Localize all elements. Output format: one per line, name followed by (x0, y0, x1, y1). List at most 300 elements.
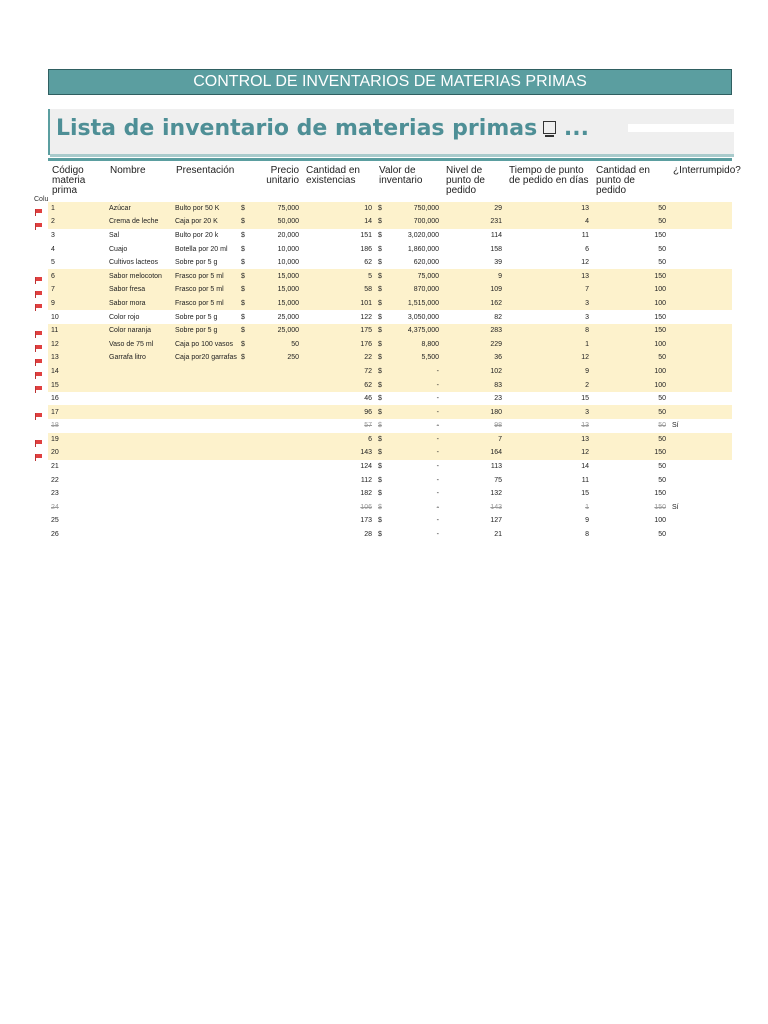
cell-unit-price[interactable] (252, 473, 302, 487)
header-presentation[interactable]: Presentación (172, 160, 238, 202)
cell-name[interactable]: Color rojo (109, 313, 140, 321)
cell-reorder-qty[interactable]: 100 (592, 283, 669, 297)
cell-reorder-days[interactable]: 9 (505, 365, 592, 379)
cell-unit-price[interactable] (252, 446, 302, 460)
cell-reorder-days[interactable]: 3 (505, 297, 592, 311)
cell-code[interactable]: 20 (48, 446, 106, 460)
cell-value-currency[interactable]: $ (375, 378, 389, 392)
header-reorder-level[interactable]: Nivel de punto de pedido (442, 160, 505, 202)
cell-stock-qty[interactable]: 122 (360, 313, 373, 321)
cell-value-currency[interactable]: $ (375, 405, 389, 419)
cell-value-currency[interactable]: $ (375, 351, 389, 365)
cell-reorder-days[interactable]: 11 (581, 476, 590, 484)
cell-price-currency[interactable] (238, 365, 252, 379)
header-inventory-value[interactable]: Valor de inventario (375, 160, 442, 202)
cell-reorder-days[interactable]: 3 (505, 405, 592, 419)
cell-presentation[interactable]: Bulto por 20 k (175, 231, 219, 239)
cell-discontinued[interactable] (669, 392, 732, 406)
header-stock-qty[interactable]: Cantidad en existencias (302, 160, 375, 202)
cell-price-currency[interactable]: $ (238, 351, 252, 365)
cell-code[interactable]: 24 (51, 503, 59, 511)
table-row[interactable] (48, 215, 732, 229)
cell-code[interactable]: 17 (48, 405, 106, 419)
cell-stock-qty[interactable]: 5 (302, 269, 375, 283)
cell-code[interactable]: 22 (51, 476, 59, 484)
cell-price-currency[interactable]: $ (238, 269, 252, 283)
cell-stock-qty[interactable]: 143 (302, 446, 375, 460)
table-row[interactable] (48, 419, 732, 433)
cell-unit-price[interactable] (252, 433, 302, 447)
cell-stock-qty[interactable]: 106 (360, 503, 373, 511)
cell-name[interactable]: Sabor fresa (106, 283, 172, 297)
cell-inventory-value[interactable]: - (389, 446, 442, 460)
cell-discontinued[interactable] (669, 528, 732, 542)
cell-stock-qty[interactable]: 6 (302, 433, 375, 447)
table-row[interactable] (48, 378, 732, 392)
cell-inventory-value[interactable]: - (436, 422, 440, 430)
cell-inventory-value[interactable]: - (389, 433, 442, 447)
cell-name[interactable]: Sabor mora (106, 297, 172, 311)
table-row[interactable] (48, 229, 732, 243)
cell-name[interactable] (106, 501, 172, 515)
cell-name[interactable] (106, 473, 172, 487)
cell-reorder-level[interactable]: 39 (494, 259, 503, 267)
cell-value-currency[interactable]: $ (375, 324, 389, 338)
cell-stock-qty[interactable]: 151 (360, 231, 373, 239)
cell-unit-price[interactable] (252, 487, 302, 501)
table-row[interactable] (48, 446, 732, 460)
cell-reorder-level[interactable]: 102 (442, 365, 505, 379)
cell-discontinued[interactable] (669, 256, 732, 270)
header-discontinued[interactable]: ¿Interrumpido? (669, 160, 732, 202)
cell-reorder-level[interactable]: 143 (490, 503, 503, 511)
cell-name[interactable]: Azúcar (106, 202, 172, 216)
cell-inventory-value[interactable]: - (436, 476, 440, 484)
cell-value-currency[interactable]: $ (375, 433, 389, 447)
cell-reorder-level[interactable]: 83 (442, 378, 505, 392)
cell-price-currency[interactable]: $ (241, 231, 245, 239)
cell-reorder-qty[interactable]: 150 (592, 269, 669, 283)
cell-code[interactable]: 26 (51, 531, 59, 539)
cell-name[interactable] (106, 460, 172, 474)
cell-value-currency[interactable]: $ (378, 313, 382, 321)
header-unit-price[interactable]: Precio unitario (238, 160, 302, 202)
cell-inventory-value[interactable]: - (436, 490, 440, 498)
cell-code[interactable]: 18 (51, 422, 59, 430)
cell-code[interactable]: 15 (48, 378, 106, 392)
cell-stock-qty[interactable]: 173 (360, 517, 373, 525)
cell-inventory-value[interactable]: - (436, 503, 440, 511)
cell-value-currency[interactable]: $ (378, 503, 382, 511)
cell-reorder-qty[interactable]: 50 (658, 395, 667, 403)
cell-reorder-level[interactable]: 164 (442, 446, 505, 460)
cell-reorder-level[interactable]: 36 (442, 351, 505, 365)
table-row[interactable] (48, 202, 732, 216)
cell-inventory-value[interactable]: - (389, 378, 442, 392)
cell-code[interactable]: 7 (48, 283, 106, 297)
cell-price-currency[interactable] (238, 528, 252, 542)
cell-presentation[interactable]: Caja por 20 K (172, 215, 238, 229)
cell-price-currency[interactable]: $ (238, 215, 252, 229)
cell-stock-qty[interactable]: 22 (302, 351, 375, 365)
table-row[interactable] (48, 433, 732, 447)
cell-stock-qty[interactable]: 112 (360, 476, 373, 484)
cell-name[interactable]: Crema de leche (106, 215, 172, 229)
cell-discontinued[interactable] (669, 433, 732, 447)
cell-code[interactable]: 13 (48, 351, 106, 365)
cell-unit-price[interactable]: 50,000 (252, 215, 302, 229)
table-row[interactable] (48, 460, 732, 474)
cell-inventory-value[interactable]: 750,000 (389, 202, 442, 216)
table-row[interactable] (48, 514, 732, 528)
cell-discontinued[interactable] (669, 365, 732, 379)
cell-value-currency[interactable]: $ (378, 476, 382, 484)
cell-value-currency[interactable]: $ (378, 231, 382, 239)
table-row[interactable] (48, 487, 732, 501)
cell-stock-qty[interactable]: 57 (364, 422, 373, 430)
cell-reorder-qty[interactable]: 100 (592, 378, 669, 392)
cell-code[interactable]: 25 (51, 517, 59, 525)
cell-price-currency[interactable]: $ (238, 324, 252, 338)
cell-price-currency[interactable]: $ (241, 259, 245, 267)
cell-unit-price[interactable] (252, 365, 302, 379)
cell-reorder-qty[interactable]: 100 (654, 517, 667, 525)
cell-presentation[interactable]: Botella por 20 ml (175, 245, 228, 253)
cell-code[interactable]: 12 (48, 337, 106, 351)
cell-presentation[interactable] (172, 446, 238, 460)
cell-reorder-days[interactable]: 4 (505, 215, 592, 229)
cell-value-currency[interactable]: $ (378, 490, 382, 498)
cell-unit-price[interactable]: 15,000 (252, 297, 302, 311)
cell-reorder-days[interactable]: 6 (585, 245, 590, 253)
cell-presentation[interactable] (172, 392, 238, 406)
cell-reorder-level[interactable]: 75 (494, 476, 503, 484)
cell-value-currency[interactable]: $ (375, 297, 389, 311)
cell-unit-price[interactable] (252, 419, 302, 433)
cell-value-currency[interactable]: $ (375, 215, 389, 229)
cell-discontinued[interactable] (669, 378, 732, 392)
cell-discontinued[interactable] (669, 351, 732, 365)
cell-discontinued[interactable] (669, 405, 732, 419)
cell-stock-qty[interactable]: 101 (302, 297, 375, 311)
cell-stock-qty[interactable]: 124 (360, 463, 373, 471)
cell-discontinued[interactable] (669, 229, 732, 243)
cell-stock-qty[interactable]: 96 (302, 405, 375, 419)
cell-unit-price[interactable]: 250 (252, 351, 302, 365)
cell-presentation[interactable] (172, 487, 238, 501)
cell-code[interactable]: 2 (48, 215, 106, 229)
cell-reorder-qty[interactable]: 50 (592, 433, 669, 447)
cell-code[interactable]: 21 (51, 463, 59, 471)
cell-price-currency[interactable] (238, 487, 252, 501)
cell-discontinued[interactable] (669, 215, 732, 229)
cell-presentation[interactable] (172, 514, 238, 528)
cell-inventory-value[interactable]: - (389, 405, 442, 419)
cell-reorder-qty[interactable]: 100 (592, 337, 669, 351)
cell-reorder-qty[interactable]: 50 (592, 202, 669, 216)
cell-reorder-days[interactable]: 15 (581, 490, 590, 498)
table-row[interactable] (48, 365, 732, 379)
cell-presentation[interactable] (172, 501, 238, 515)
cell-reorder-days[interactable]: 12 (505, 351, 592, 365)
cell-price-currency[interactable]: $ (238, 202, 252, 216)
cell-unit-price[interactable]: 20,000 (277, 231, 300, 239)
cell-discontinued[interactable] (669, 446, 732, 460)
cell-unit-price[interactable] (252, 528, 302, 542)
cell-price-currency[interactable] (238, 405, 252, 419)
cell-price-currency[interactable] (238, 419, 252, 433)
cell-stock-qty[interactable]: 182 (360, 490, 373, 498)
cell-inventory-value[interactable]: 3,050,000 (407, 313, 440, 321)
cell-reorder-level[interactable]: 283 (442, 324, 505, 338)
cell-name[interactable] (106, 405, 172, 419)
cell-reorder-qty[interactable]: 150 (592, 446, 669, 460)
cell-reorder-level[interactable]: 132 (490, 490, 503, 498)
cell-value-currency[interactable]: $ (378, 395, 382, 403)
cell-name[interactable] (106, 433, 172, 447)
cell-presentation[interactable] (172, 528, 238, 542)
cell-reorder-qty[interactable]: 50 (658, 422, 667, 430)
cell-reorder-qty[interactable]: 50 (592, 405, 669, 419)
cell-stock-qty[interactable]: 28 (364, 531, 373, 539)
cell-reorder-days[interactable]: 7 (505, 283, 592, 297)
cell-unit-price[interactable]: 25,000 (252, 324, 302, 338)
cell-reorder-days[interactable]: 2 (505, 378, 592, 392)
cell-price-currency[interactable] (238, 473, 252, 487)
cell-stock-qty[interactable]: 72 (302, 365, 375, 379)
cell-reorder-days[interactable]: 13 (581, 422, 590, 430)
cell-presentation[interactable]: Frasco por 5 ml (172, 297, 238, 311)
cell-name[interactable]: Sabor melocoton (106, 269, 172, 283)
cell-reorder-level[interactable]: 82 (494, 313, 503, 321)
cell-discontinued[interactable]: Sí (672, 422, 679, 430)
cell-value-currency[interactable]: $ (375, 283, 389, 297)
cell-value-currency[interactable]: $ (375, 269, 389, 283)
cell-code[interactable]: 14 (48, 365, 106, 379)
table-row[interactable] (48, 283, 732, 297)
cell-value-currency[interactable]: $ (378, 245, 382, 253)
cell-discontinued[interactable] (669, 269, 732, 283)
cell-name[interactable]: Sal (109, 231, 120, 239)
table-row[interactable] (48, 392, 732, 406)
cell-reorder-level[interactable]: 7 (442, 433, 505, 447)
cell-reorder-days[interactable]: 3 (585, 313, 590, 321)
cell-presentation[interactable] (172, 419, 238, 433)
cell-reorder-days[interactable]: 13 (505, 269, 592, 283)
cell-reorder-days[interactable]: 1 (585, 503, 590, 511)
cell-reorder-days[interactable]: 8 (505, 324, 592, 338)
cell-name[interactable] (106, 528, 172, 542)
cell-value-currency[interactable]: $ (378, 517, 382, 525)
cell-unit-price[interactable]: 75,000 (252, 202, 302, 216)
cell-price-currency[interactable]: $ (241, 245, 245, 253)
cell-inventory-value[interactable]: - (389, 365, 442, 379)
cell-reorder-days[interactable]: 8 (585, 531, 590, 539)
cell-presentation[interactable] (172, 460, 238, 474)
cell-reorder-level[interactable]: 113 (490, 463, 503, 471)
cell-presentation[interactable]: Frasco por 5 ml (172, 269, 238, 283)
cell-reorder-level[interactable]: 9 (442, 269, 505, 283)
cell-value-currency[interactable]: $ (375, 365, 389, 379)
cell-unit-price[interactable]: 15,000 (252, 269, 302, 283)
cell-value-currency[interactable]: $ (378, 259, 382, 267)
cell-presentation[interactable] (172, 405, 238, 419)
table-row[interactable] (48, 528, 732, 542)
cell-reorder-level[interactable]: 29 (442, 202, 505, 216)
cell-discontinued[interactable] (669, 473, 732, 487)
cell-presentation[interactable]: Frasco por 5 ml (172, 283, 238, 297)
table-row[interactable] (48, 324, 732, 338)
cell-price-currency[interactable] (238, 392, 252, 406)
cell-presentation[interactable]: Bulto por 50 K (172, 202, 238, 216)
cell-name[interactable]: Vaso de 75 ml (106, 337, 172, 351)
cell-presentation[interactable]: Caja po 100 vasos (172, 337, 238, 351)
cell-price-currency[interactable]: $ (238, 297, 252, 311)
cell-name[interactable] (106, 419, 172, 433)
cell-value-currency[interactable]: $ (378, 531, 382, 539)
cell-reorder-qty[interactable]: 50 (658, 531, 667, 539)
cell-unit-price[interactable] (252, 501, 302, 515)
cell-reorder-level[interactable]: 109 (442, 283, 505, 297)
cell-discontinued[interactable] (669, 283, 732, 297)
cell-stock-qty[interactable]: 10 (302, 202, 375, 216)
cell-reorder-level[interactable]: 127 (490, 517, 503, 525)
table-row[interactable] (48, 337, 732, 351)
cell-reorder-qty[interactable]: 150 (592, 324, 669, 338)
cell-code[interactable]: 4 (51, 245, 55, 253)
cell-value-currency[interactable]: $ (378, 422, 382, 430)
cell-unit-price[interactable]: 10,000 (277, 245, 300, 253)
cell-discontinued[interactable] (669, 202, 732, 216)
cell-reorder-qty[interactable]: 50 (592, 351, 669, 365)
table-row[interactable] (48, 405, 732, 419)
cell-price-currency[interactable] (238, 514, 252, 528)
cell-reorder-qty[interactable]: 50 (592, 215, 669, 229)
cell-inventory-value[interactable]: - (436, 517, 440, 525)
cell-reorder-days[interactable]: 15 (581, 395, 590, 403)
cell-unit-price[interactable]: 15,000 (252, 283, 302, 297)
cell-name[interactable] (106, 392, 172, 406)
cell-inventory-value[interactable]: 1,515,000 (389, 297, 442, 311)
cell-discontinued[interactable] (669, 514, 732, 528)
cell-presentation[interactable] (172, 473, 238, 487)
cell-reorder-qty[interactable]: 100 (592, 365, 669, 379)
cell-presentation[interactable] (172, 365, 238, 379)
table-row[interactable] (48, 242, 732, 256)
cell-inventory-value[interactable]: 5,500 (389, 351, 442, 365)
cell-stock-qty[interactable]: 186 (360, 245, 373, 253)
cell-presentation[interactable]: Caja por20 garrafas (172, 351, 238, 365)
cell-name[interactable] (106, 514, 172, 528)
table-row[interactable] (48, 269, 732, 283)
cell-unit-price[interactable] (252, 378, 302, 392)
cell-presentation[interactable]: Sobre por 5 g (172, 324, 238, 338)
cell-discontinued[interactable]: Sí (672, 503, 679, 511)
cell-reorder-level[interactable]: 21 (494, 531, 503, 539)
cell-name[interactable] (106, 487, 172, 501)
cell-reorder-qty[interactable]: 150 (654, 490, 667, 498)
cell-name[interactable] (106, 365, 172, 379)
cell-code[interactable]: 1 (48, 202, 106, 216)
cell-stock-qty[interactable]: 62 (364, 259, 373, 267)
cell-price-currency[interactable]: $ (238, 283, 252, 297)
cell-reorder-level[interactable]: 162 (442, 297, 505, 311)
table-row[interactable] (48, 351, 732, 365)
cell-reorder-level[interactable]: 180 (442, 405, 505, 419)
cell-inventory-value[interactable]: 75,000 (389, 269, 442, 283)
cell-price-currency[interactable] (238, 460, 252, 474)
header-reorder-qty[interactable]: Cantidad en punto de pedido (592, 160, 669, 202)
cell-reorder-days[interactable]: 1 (505, 337, 592, 351)
table-row[interactable] (48, 473, 732, 487)
cell-reorder-qty[interactable]: 150 (654, 231, 667, 239)
cell-inventory-value[interactable]: 4,375,000 (389, 324, 442, 338)
cell-presentation[interactable] (172, 433, 238, 447)
cell-reorder-level[interactable]: 23 (494, 395, 503, 403)
cell-name[interactable]: Cuajo (109, 245, 128, 253)
table-row[interactable] (48, 297, 732, 311)
cell-value-currency[interactable]: $ (375, 202, 389, 216)
cell-inventory-value[interactable]: 620,000 (413, 259, 440, 267)
cell-reorder-qty[interactable]: 100 (592, 297, 669, 311)
cell-discontinued[interactable] (669, 242, 732, 256)
cell-unit-price[interactable] (252, 392, 302, 406)
cell-name[interactable]: Color naranja (106, 324, 172, 338)
header-name[interactable]: Nombre (106, 160, 172, 202)
cell-reorder-level[interactable]: 231 (442, 215, 505, 229)
cell-inventory-value[interactable]: 700,000 (389, 215, 442, 229)
cell-code[interactable]: 9 (48, 297, 106, 311)
table-row[interactable] (48, 501, 732, 515)
cell-unit-price[interactable]: 25,000 (277, 313, 300, 321)
cell-stock-qty[interactable]: 176 (302, 337, 375, 351)
cell-reorder-days[interactable]: 14 (581, 463, 590, 471)
cell-discontinued[interactable] (669, 324, 732, 338)
cell-unit-price[interactable]: 10,000 (277, 259, 300, 267)
header-reorder-days[interactable]: Tiempo de punto de pedido en días (505, 160, 592, 202)
cell-code[interactable]: 5 (51, 259, 55, 267)
cell-reorder-qty[interactable]: 50 (658, 476, 667, 484)
cell-code[interactable]: 16 (51, 395, 59, 403)
cell-stock-qty[interactable]: 62 (302, 378, 375, 392)
cell-reorder-days[interactable]: 12 (505, 446, 592, 460)
cell-stock-qty[interactable]: 58 (302, 283, 375, 297)
cell-inventory-value[interactable]: 8,800 (389, 337, 442, 351)
cell-price-currency[interactable] (238, 433, 252, 447)
cell-price-currency[interactable] (238, 378, 252, 392)
cell-inventory-value[interactable]: - (436, 531, 440, 539)
cell-inventory-value[interactable]: 3,020,000 (407, 231, 440, 239)
cell-value-currency[interactable]: $ (378, 463, 382, 471)
cell-unit-price[interactable] (252, 460, 302, 474)
cell-reorder-level[interactable]: 114 (490, 231, 503, 239)
cell-value-currency[interactable]: $ (375, 446, 389, 460)
cell-unit-price[interactable] (252, 405, 302, 419)
cell-reorder-level[interactable]: 229 (442, 337, 505, 351)
cell-inventory-value[interactable]: - (436, 463, 440, 471)
cell-reorder-days[interactable]: 9 (585, 517, 590, 525)
cell-value-currency[interactable]: $ (375, 337, 389, 351)
cell-code[interactable]: 11 (48, 324, 106, 338)
table-row[interactable] (48, 256, 732, 270)
cell-inventory-value[interactable]: - (436, 395, 440, 403)
cell-reorder-qty[interactable]: 150 (654, 503, 667, 511)
cell-name[interactable]: Cultivos lacteos (109, 259, 159, 267)
cell-code[interactable]: 3 (51, 231, 55, 239)
cell-stock-qty[interactable]: 175 (302, 324, 375, 338)
table-row[interactable] (48, 310, 732, 324)
cell-presentation[interactable]: Sobre por 5 g (175, 313, 218, 321)
